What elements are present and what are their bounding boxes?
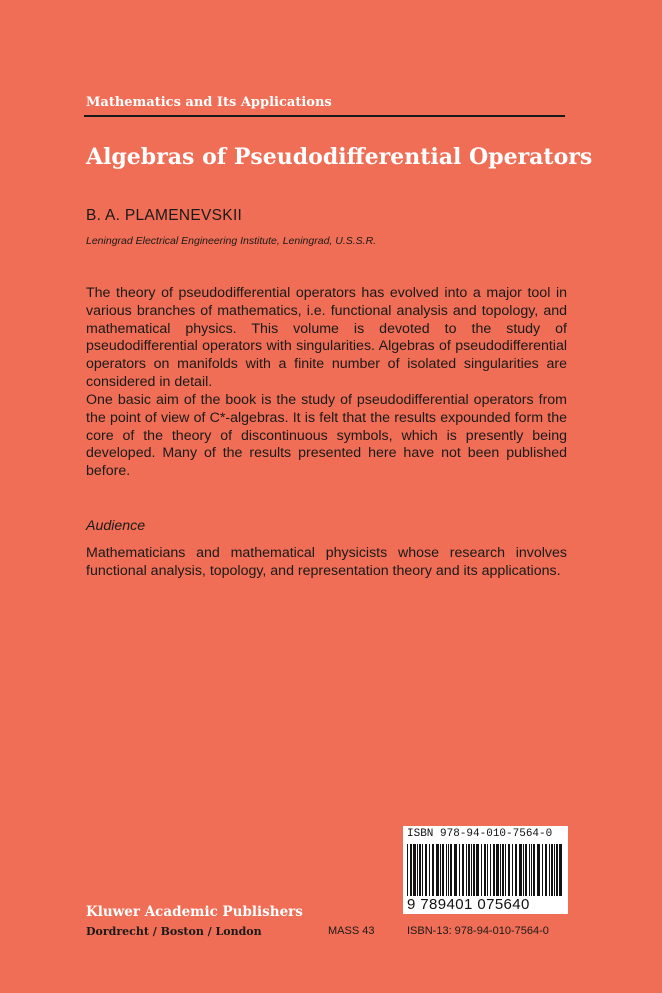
barcode-bar — [484, 844, 486, 896]
barcode-bar — [512, 844, 513, 896]
barcode-bar — [496, 844, 499, 896]
barcode-bar — [422, 844, 423, 896]
barcode-bar — [490, 844, 491, 896]
series-number: MASS 43 — [328, 925, 375, 937]
barcode-bar — [537, 844, 540, 896]
barcode-bar — [413, 844, 416, 896]
barcode-bar — [446, 844, 447, 896]
barcode-bar — [425, 844, 427, 896]
barcode-bar — [549, 844, 550, 896]
barcode-bar — [545, 844, 547, 896]
barcode-bar — [551, 844, 553, 896]
author-name: B. A. PLAMENEVSKII — [86, 207, 243, 224]
barcode-bar — [442, 844, 444, 896]
audience-label: Audience — [86, 518, 146, 534]
barcode-bar — [462, 844, 464, 896]
barcode-bar — [508, 844, 510, 896]
series-title: Mathematics and Its Applications — [86, 95, 332, 110]
barcode-bar — [493, 844, 495, 896]
audience-text: Mathematicians and mathematical physicists whose research involves functional analysis, topology, and representation theory and its applications. — [86, 545, 567, 579]
barcode-bar — [519, 844, 522, 896]
barcode-bars — [407, 844, 564, 896]
barcode-bar — [450, 844, 452, 896]
barcode-bar — [419, 844, 421, 896]
barcode-bar — [523, 844, 524, 896]
barcode-bar — [554, 844, 555, 896]
publisher-cities: Dordrecht / Boston / London — [86, 925, 262, 938]
barcode-bar — [505, 844, 506, 896]
description-paragraph-1: The theory of pseudodifferential operators has evolved into a major tool in various branches of mathematics, i.e. functional analysis and topology, and mathematical physics. This volume is devoted to the study of pseudodifferential operators with singularities. Algebras of pseudodifferential operators on manifolds with a finite number of isolated singularities are considered in detail. — [86, 285, 567, 390]
barcode-bar — [559, 844, 562, 896]
barcode-bar — [525, 844, 527, 896]
barcode-bar — [515, 844, 517, 896]
barcode-bar — [471, 844, 472, 896]
barcode-bar — [436, 844, 439, 896]
barcode-bar — [454, 844, 457, 896]
barcode-bar — [432, 844, 434, 896]
barcode-bar — [487, 844, 488, 896]
barcode-bar — [468, 844, 470, 896]
description-paragraph-2: One basic aim of the book is the study of pseudodifferential operators from the point of view of C*-algebras. It is felt that the results expounded form the core of the theory of discontinuous symbols, which is presently being developed. Many of the results presented here have not been published before. — [86, 392, 567, 480]
barcode-bar — [531, 844, 532, 896]
barcode-bar — [448, 844, 449, 896]
barcode-bar — [502, 844, 504, 896]
barcode-bar — [473, 844, 475, 896]
barcode-bar — [500, 844, 501, 896]
isbn-digits: 9 789401 075640 — [407, 896, 530, 913]
barcode-bar — [440, 844, 441, 896]
barcode-bar — [476, 844, 479, 896]
publisher-name: Kluwer Academic Publishers — [86, 904, 303, 920]
barcode-bar — [410, 844, 412, 896]
series-divider — [84, 115, 565, 117]
barcode-bar — [556, 844, 558, 896]
barcode-bar — [459, 844, 460, 896]
isbn-top-label: ISBN 978-94-010-7564-0 — [407, 828, 553, 840]
barcode-bar — [407, 844, 408, 896]
barcode-bar — [429, 844, 430, 896]
book-title: Algebras of Pseudodifferential Operators — [86, 144, 593, 170]
barcode-bar — [542, 844, 543, 896]
isbn13-label: ISBN-13: 978-94-010-7564-0 — [407, 925, 549, 937]
author-affiliation: Leningrad Electrical Engineering Institute, Leningrad, U.S.S.R. — [86, 235, 377, 247]
barcode-bar — [533, 844, 535, 896]
barcode-bar — [466, 844, 467, 896]
barcode-bar — [417, 844, 418, 896]
barcode-bar — [481, 844, 482, 896]
barcode-bar — [529, 844, 530, 896]
